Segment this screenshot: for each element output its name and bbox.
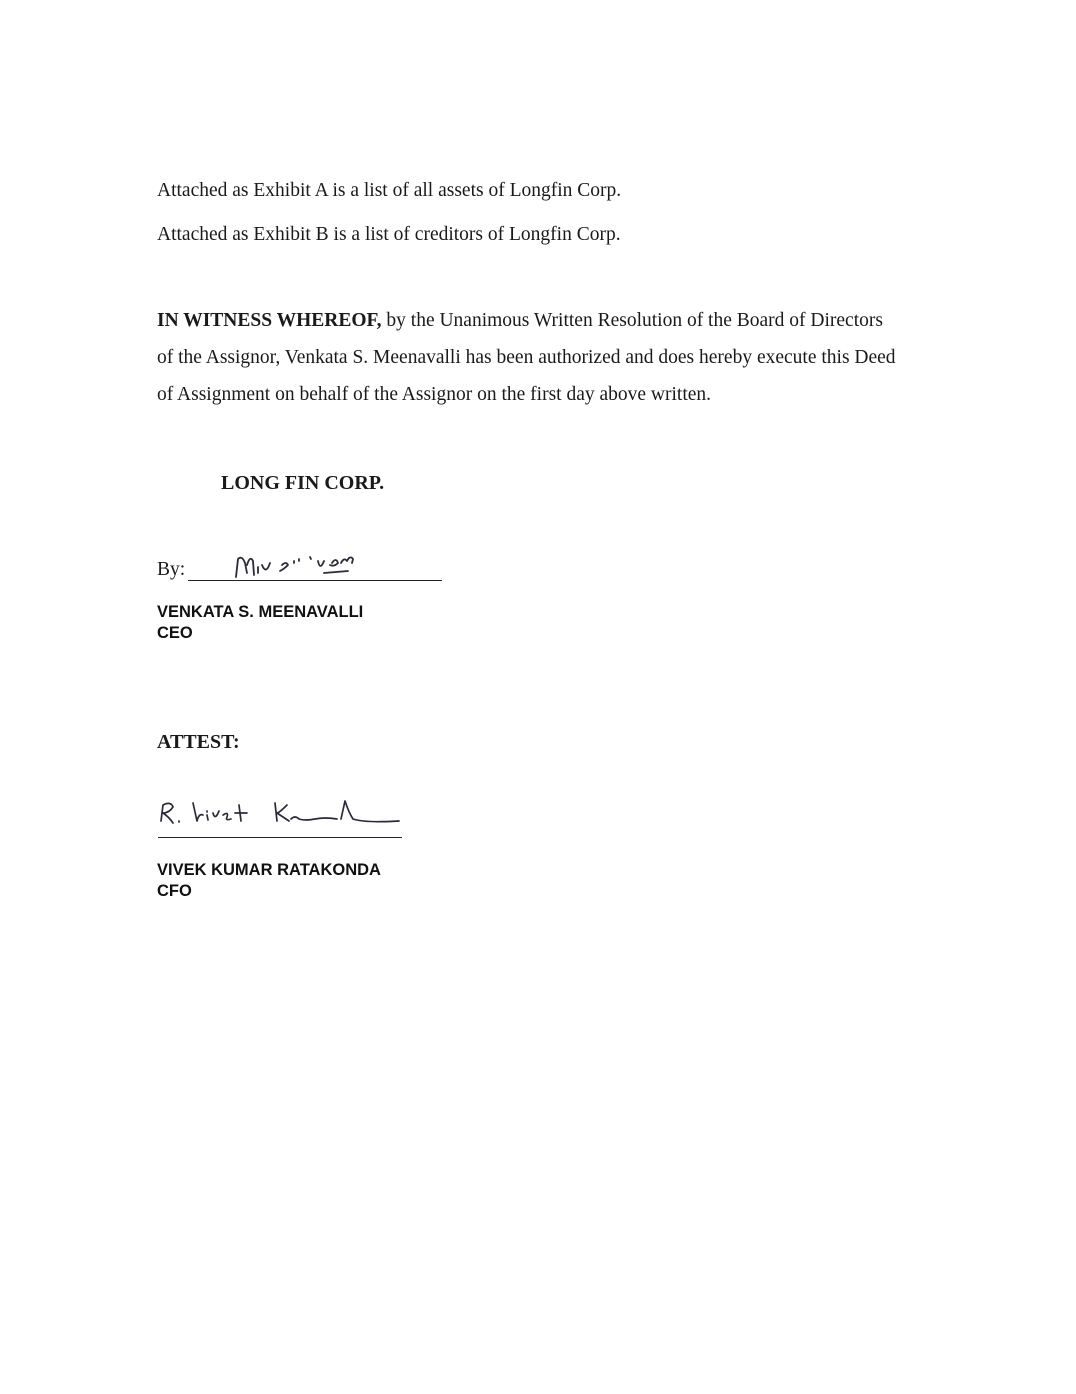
- ceo-title: CEO: [157, 624, 193, 642]
- signature-line-cfo: [158, 837, 402, 838]
- ceo-signature: [228, 535, 368, 583]
- witness-lead: IN WITNESS WHEREOF,: [157, 310, 382, 331]
- ceo-name: VENKATA S. MEENAVALLI: [157, 603, 364, 621]
- company-name: LONG FIN CORP.: [221, 472, 385, 494]
- cfo-name: VIVEK KUMAR RATAKONDA: [157, 861, 381, 879]
- attest-heading: ATTEST:: [157, 731, 240, 753]
- witness-line-3: of Assignment on behalf of the Assignor on the first day above written.: [157, 384, 712, 405]
- by-label: By:: [157, 559, 186, 580]
- witness-line-2: of the Assignor, Venkata S. Meenavalli has been authorized and does hereby execute this Deed: [157, 347, 896, 368]
- exhibit-b-line: Attached as Exhibit B is a list of creditors of Longfin Corp.: [157, 224, 621, 245]
- cfo-title: CFO: [157, 882, 192, 900]
- witness-line-1: [157, 310, 883, 332]
- cfo-signature: [155, 793, 405, 833]
- witness-line-1-rest: by the Unanimous Written Resolution of the Board of Directors: [381, 310, 883, 331]
- exhibit-a-line: Attached as Exhibit A is a list of all assets of Longfin Corp.: [157, 180, 622, 201]
